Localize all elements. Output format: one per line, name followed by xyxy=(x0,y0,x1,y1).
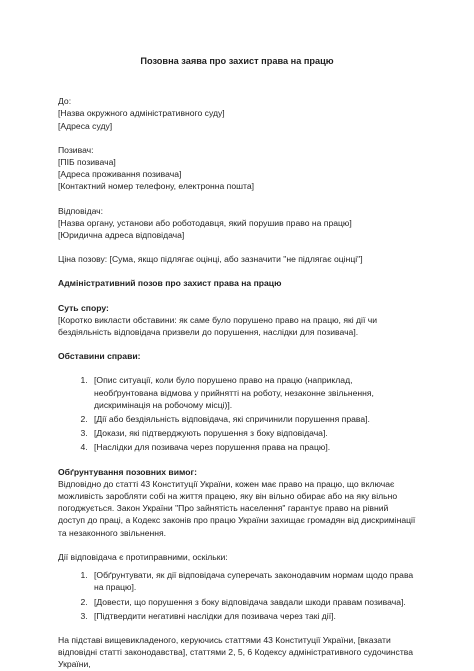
circumstances-list xyxy=(58,374,416,453)
court-block xyxy=(58,95,416,132)
plaintiff-name: [ПІБ позивача] xyxy=(58,157,116,168)
justification-section xyxy=(58,466,416,622)
list-item: 2. [Довести, що порушення з боку відповідача завдали шкоди правам позивача]. xyxy=(90,596,416,608)
defendant-name: [Назва органу, установи або роботодавця, який порушив право на працю] xyxy=(58,217,352,228)
list-item: 1. [Обґрунтувати, як дії відповідача суперечать законодавчим нормам щодо права на працю]. xyxy=(90,569,416,593)
document-title: Позовна заява про захист права на працю xyxy=(140,56,334,66)
essence-heading: Суть спору: xyxy=(58,302,109,313)
circumstances-section xyxy=(58,350,416,453)
plaintiff-block xyxy=(58,144,416,193)
plaintiff-label: Позивач: xyxy=(58,144,94,155)
court-label: До: xyxy=(58,96,72,107)
unlawful-list xyxy=(58,569,416,622)
list-item: 2. [Дії або бездіяльність відповідача, які спричинили порушення права]. xyxy=(90,413,416,425)
conclusion-text: На підставі вищевикладеного, керуючись статтями 43 Конституції України, [вказати відповідні статті законодавства], статтями 2, 5, 6 Кодексу адміністративного судочинства України, xyxy=(58,634,414,670)
plaintiff-address: [Адреса проживання позивача] xyxy=(58,169,182,180)
list-item: 3. [Докази, які підтверджують порушення з боку відповідача]. xyxy=(90,427,416,439)
list-item: 1. [Опис ситуації, коли було порушено право на працю (наприклад, необґрунтована відмова у прийнятті на роботу, незаконне звільнення, дискримінація на робочому місці)]. xyxy=(90,374,416,411)
plaintiff-contacts: [Контактний номер телефону, електронна пошта] xyxy=(58,181,255,192)
essence-text: [Коротко викласти обставини: як саме було порушено право на працю, які дії чи бездіяльність відповідача призвели до порушення, наслідки для позивача]. xyxy=(58,314,378,338)
court-name: [Назва окружного адміністративного суду] xyxy=(58,108,225,119)
essence-section xyxy=(58,302,416,339)
defendant-label: Відповідач: xyxy=(58,205,104,216)
circumstances-heading: Обставини справи: xyxy=(58,351,141,362)
court-address: [Адреса суду] xyxy=(58,120,113,131)
unlawful-intro: Дії відповідача є протиправними, оскільки: xyxy=(58,551,228,562)
claim-price: Ціна позову: [Сума, якщо підлягає оцінці, або зазначити "не підлягає оцінці"] xyxy=(58,254,363,265)
claim-title: Адміністративний позов про захист права на працю xyxy=(58,278,282,289)
justification-text: Відповідно до статті 43 Конституції України, кожен має право на працю, що включає можливість заробляти собі на життя працею, яку він вільно обирає або на яку вільно погоджується. Закон України "Про зайнятість населення" гарантує право на рівний доступ до праці, а Кодекс законів про працю України захищає громадян від дискримінації та незаконного звільнення. xyxy=(58,478,416,538)
justification-heading: Обґрунтування позовних вимог: xyxy=(58,466,197,477)
defendant-address: [Юридична адреса відповідача] xyxy=(58,230,185,241)
defendant-block xyxy=(58,205,416,242)
list-item: 3. [Підтвердити негативні наслідки для позивача через такі дії]. xyxy=(90,610,416,622)
list-item: 4. [Наслідки для позивача через порушення права на працю]. xyxy=(90,441,416,453)
